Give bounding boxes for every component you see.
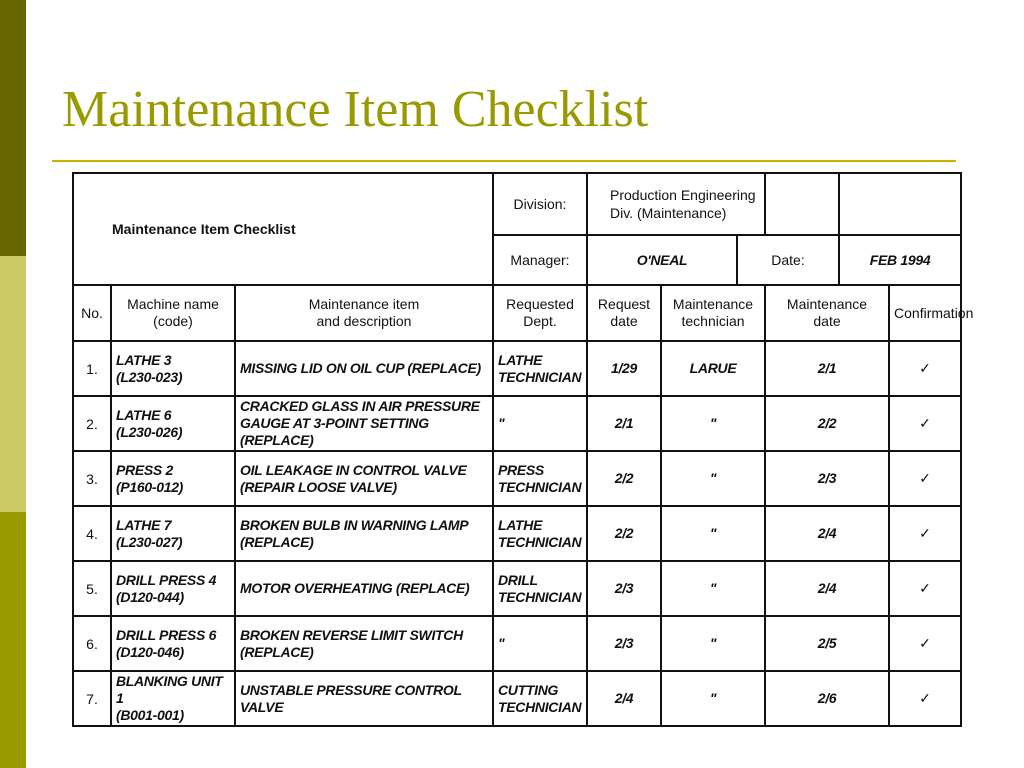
row-number: 7. — [73, 671, 111, 726]
manager-label: Manager: — [493, 235, 587, 285]
col-technician: Maintenance technician — [661, 285, 765, 341]
title-underline — [52, 160, 956, 162]
machine-name: PRESS 2 (P160-012) — [111, 451, 235, 506]
machine-name: DRILL PRESS 4 (D120-044) — [111, 561, 235, 616]
technician: " — [661, 396, 765, 451]
slide-title: Maintenance Item Checklist — [62, 81, 649, 138]
machine-name: BLANKING UNIT 1 (B001-001) — [111, 671, 235, 726]
request-date: 2/1 — [587, 396, 661, 451]
request-date: 2/4 — [587, 671, 661, 726]
maintenance-item: MISSING LID ON OIL CUP (REPLACE) — [235, 341, 493, 396]
request-date: 1/29 — [587, 341, 661, 396]
checklist-form — [72, 172, 974, 756]
requested-dept: DRILL TECHNICIAN — [493, 561, 587, 616]
machine-name: LATHE 3 (L230-023) — [111, 341, 235, 396]
maintenance-item: MOTOR OVERHEATING (REPLACE) — [235, 561, 493, 616]
technician: LARUE — [661, 341, 765, 396]
machine-name: LATHE 7 (L230-027) — [111, 506, 235, 561]
technician: " — [661, 616, 765, 671]
table-row — [73, 671, 961, 726]
col-machine: Machine name (code) — [111, 285, 235, 341]
requested-dept: " — [493, 616, 587, 671]
form-title: Maintenance Item Checklist — [73, 173, 493, 285]
maintenance-date: 2/6 — [765, 671, 889, 726]
machine-name: LATHE 6 (L230-026) — [111, 396, 235, 451]
row-number: 2. — [73, 396, 111, 451]
request-date: 2/3 — [587, 616, 661, 671]
requested-dept: " — [493, 396, 587, 451]
confirmation-check: ✓ — [889, 671, 961, 726]
maintenance-date: 2/1 — [765, 341, 889, 396]
row-number: 4. — [73, 506, 111, 561]
row-number: 6. — [73, 616, 111, 671]
table-row — [73, 341, 961, 396]
confirmation-check: ✓ — [889, 451, 961, 506]
maintenance-date: 2/5 — [765, 616, 889, 671]
col-maintenance-date: Maintenance date — [765, 285, 889, 341]
technician: " — [661, 561, 765, 616]
form-blank-cell-2 — [839, 173, 961, 235]
row-number: 1. — [73, 341, 111, 396]
side-bar-middle — [0, 256, 26, 512]
requested-dept: PRESS TECHNICIAN — [493, 451, 587, 506]
row-number: 5. — [73, 561, 111, 616]
table-row — [73, 396, 961, 451]
technician: " — [661, 506, 765, 561]
date-value: FEB 1994 — [839, 235, 961, 285]
side-bar-top — [0, 0, 26, 256]
form-blank-cell-1 — [765, 173, 839, 235]
table-row — [73, 506, 961, 561]
side-bar-bottom — [0, 512, 26, 768]
date-label: Date: — [737, 235, 839, 285]
col-dept: Requested Dept. — [493, 285, 587, 341]
col-no: No. — [73, 285, 111, 341]
requested-dept: CUTTING TECHNICIAN — [493, 671, 587, 726]
confirmation-check: ✓ — [889, 506, 961, 561]
col-item: Maintenance item and description — [235, 285, 493, 341]
maintenance-date: 2/4 — [765, 506, 889, 561]
table-row — [73, 451, 961, 506]
maintenance-date: 2/4 — [765, 561, 889, 616]
request-date: 2/2 — [587, 451, 661, 506]
confirmation-check: ✓ — [889, 616, 961, 671]
maintenance-item: BROKEN REVERSE LIMIT SWITCH (REPLACE) — [235, 616, 493, 671]
table-row — [73, 561, 961, 616]
maintenance-item: UNSTABLE PRESSURE CONTROL VALVE — [235, 671, 493, 726]
technician: " — [661, 671, 765, 726]
table-row — [73, 616, 961, 671]
maintenance-item: BROKEN BULB IN WARNING LAMP (REPLACE) — [235, 506, 493, 561]
maintenance-item: CRACKED GLASS IN AIR PRESSURE GAUGE AT 3-POINT SETTING (REPLACE) — [235, 396, 493, 451]
checklist-table — [72, 172, 974, 727]
maintenance-date: 2/3 — [765, 451, 889, 506]
col-request-date: Request date — [587, 285, 661, 341]
confirmation-check: ✓ — [889, 396, 961, 451]
col-confirmation: Confirmation — [889, 285, 961, 341]
technician: " — [661, 451, 765, 506]
division-label: Division: — [493, 173, 587, 235]
column-header-row — [73, 285, 961, 341]
confirmation-check: ✓ — [889, 341, 961, 396]
request-date: 2/3 — [587, 561, 661, 616]
maintenance-date: 2/2 — [765, 396, 889, 451]
machine-name: DRILL PRESS 6 (D120-046) — [111, 616, 235, 671]
confirmation-check: ✓ — [889, 561, 961, 616]
request-date: 2/2 — [587, 506, 661, 561]
row-number: 3. — [73, 451, 111, 506]
division-value: Production Engineering Div. (Maintenance) — [587, 173, 765, 235]
manager-value: O'NEAL — [587, 235, 737, 285]
checklist-rows — [73, 341, 961, 726]
requested-dept: LATHE TECHNICIAN — [493, 506, 587, 561]
maintenance-item: OIL LEAKAGE IN CONTROL VALVE (REPAIR LOOSE VALVE) — [235, 451, 493, 506]
requested-dept: LATHE TECHNICIAN — [493, 341, 587, 396]
